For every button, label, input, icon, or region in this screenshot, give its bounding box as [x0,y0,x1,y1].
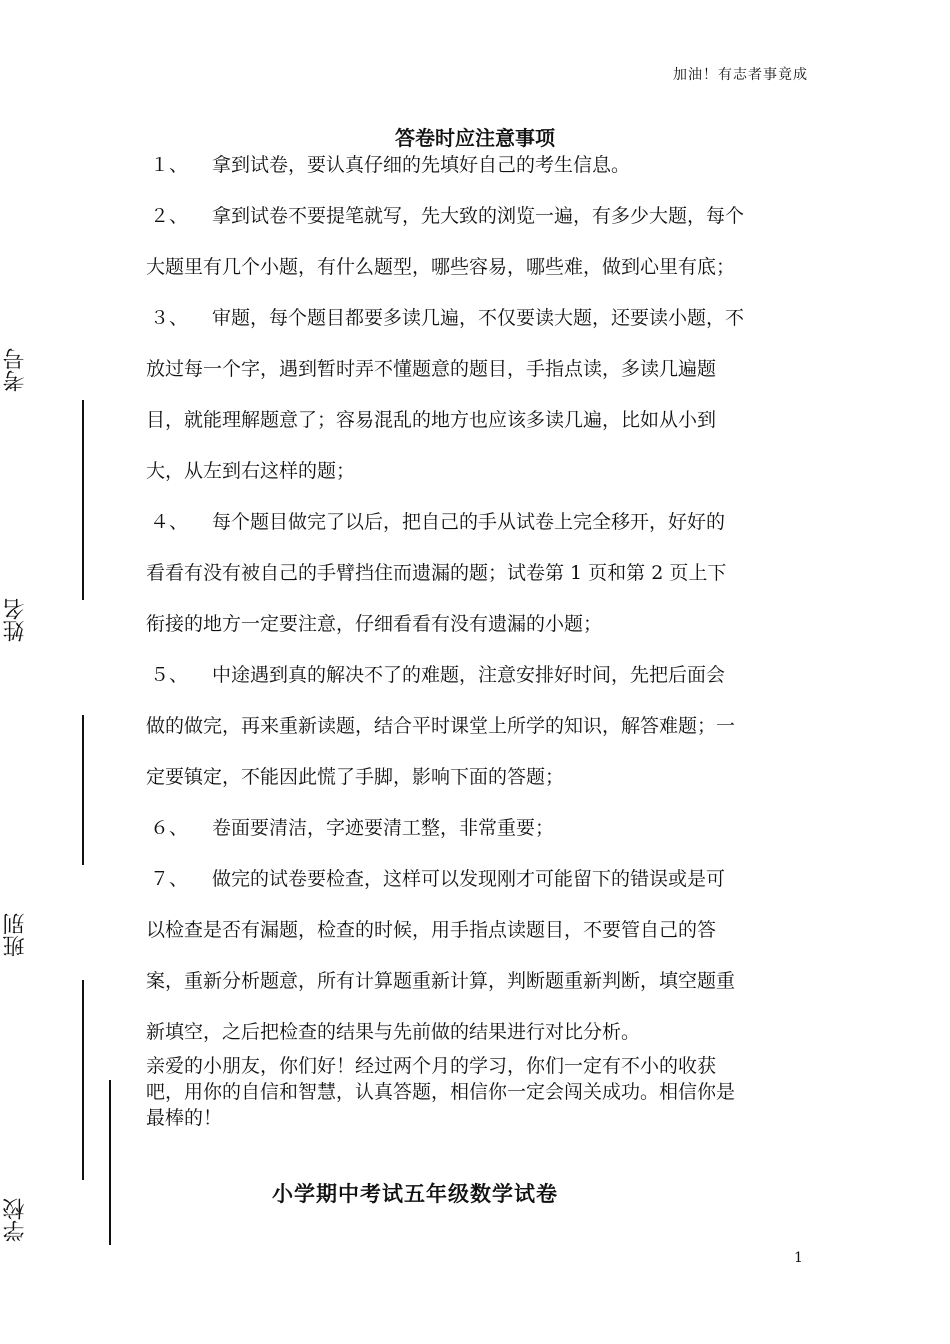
item-line: 中途遇到真的解决不了的难题，注意安排好时间，先把后面会 [212,664,726,686]
item-number: ７、 [150,868,189,890]
school-fill-line [109,1080,111,1245]
exam-no-fill-line [82,400,84,600]
item-line: 衔接的地方一定要注意，仔细看看有没有遗漏的小题； [146,613,603,635]
side-label-class: 班别 [3,913,28,957]
exam-subtitle: 小学期中考试五年级数学试卷 [272,1181,558,1206]
instruction-item-2 [146,191,808,293]
instruction-item-3 [146,293,808,497]
item-number: ２、 [150,205,189,227]
item-line: 卷面要清洁，字迹要清工整，非常重要； [212,817,555,839]
header-motto: 加油！有志者事竟成 [673,67,808,83]
item-line: 目，就能理解题意了；容易混乱的地方也应该多读几遍，比如从小到 [146,409,717,431]
side-label-school: 学校 [3,1198,28,1242]
greeting-paragraph [146,1053,808,1131]
item-line: 放过每一个字，遇到暂时弄不懂题意的题目，手指点读，多读几遍题 [146,358,717,380]
greeting-line: 吧，用你的自信和智慧，认真答题，相信你一定会闯关成功。相信你是 [146,1081,736,1103]
item-line: 大题里有几个小题，有什么题型，哪些容易，哪些难，做到心里有底； [146,256,736,278]
greeting-line: 亲爱的小朋友，你们好！经过两个月的学习，你们一定有不小的收获 [146,1055,717,1077]
item-line: 每个题目做完了以后，把自己的手从试卷上完全移开，好好的 [212,511,726,533]
item-number: ６、 [150,817,189,839]
instruction-item-1 [146,140,808,191]
class-fill-line [82,980,84,1180]
item-line: 新填空，之后把检查的结果与先前做的结果进行对比分析。 [146,1021,641,1043]
item-line: 以检查是否有漏题，检查的时候，用手指点读题目，不要管自己的答 [146,919,717,941]
instructions-list [146,140,808,1058]
item-line: 拿到试卷，要认真仔细的先填好自己的考生信息。 [212,154,631,176]
item-line: 案，重新分析题意，所有计算题重新计算，判断题重新判断，填空题重 [146,970,736,992]
item-number: １、 [150,154,189,176]
page-number: 1 [794,1250,803,1266]
greeting-line: 最棒的！ [146,1107,223,1129]
instruction-item-7 [146,854,808,1058]
name-fill-line [82,715,84,865]
item-line: 看看有没有被自己的手臂挡住而遗漏的题；试卷第 1 页和第 2 页上下 [146,562,727,584]
item-number: ３、 [150,307,189,329]
instruction-item-4 [146,497,808,650]
instruction-item-6 [146,803,808,854]
item-line: 做完的试卷要检查，这样可以发现刚才可能留下的错误或是可 [212,868,726,890]
item-line: 拿到试卷不要提笔就写，先大致的浏览一遍，有多少大题，每个 [212,205,745,227]
side-label-exam-no: 考号 [3,348,28,392]
item-line: 大，从左到右这样的题； [146,460,356,482]
item-line: 审题，每个题目都要多读几遍，不仅要读大题，还要读小题，不 [212,307,745,329]
item-number: ５、 [150,664,189,686]
item-line: 做的做完，再来重新读题，结合平时课堂上所学的知识，解答难题；一 [146,715,736,737]
side-label-name: 姓名 [3,598,28,642]
instruction-item-5 [146,650,808,803]
page-title: 答卷时应注意事项 [395,126,555,150]
item-number: ４、 [150,511,189,533]
item-line: 定要镇定，不能因此慌了手脚，影响下面的答题； [146,766,565,788]
